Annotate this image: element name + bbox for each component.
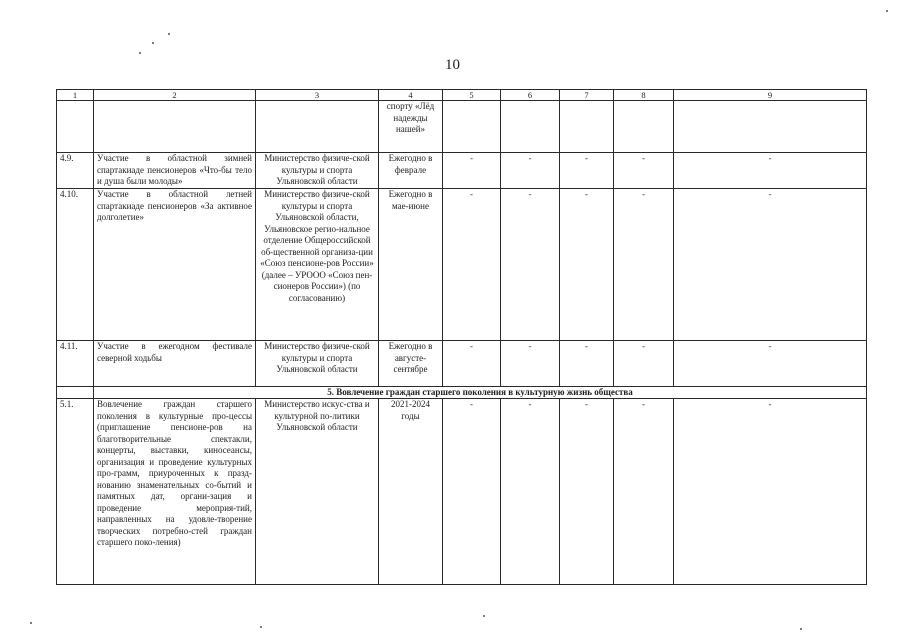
value-cell bbox=[674, 101, 867, 153]
executor-cell: Министерство физиче-ской культуры и спорта Ульяновской области bbox=[256, 341, 379, 387]
value-cell bbox=[443, 101, 501, 153]
value-cell: - bbox=[674, 341, 867, 387]
executor-cell: Министерство искус-ства и культурной по-литики Ульяновской области bbox=[256, 399, 379, 585]
table-row bbox=[57, 341, 867, 387]
column-header: 9 bbox=[674, 90, 867, 101]
column-header: 1 bbox=[57, 90, 94, 101]
table-row bbox=[57, 399, 867, 585]
row-number: 4.11. bbox=[57, 341, 94, 387]
period-cell: Ежегодно в феврале bbox=[379, 153, 443, 189]
value-cell: - bbox=[674, 399, 867, 585]
event-cell bbox=[94, 101, 256, 153]
value-cell: - bbox=[560, 189, 614, 341]
page-number: 10 bbox=[445, 57, 460, 73]
column-header: 8 bbox=[614, 90, 674, 101]
value-cell: - bbox=[614, 189, 674, 341]
table-row bbox=[57, 101, 867, 153]
period-cell: Ежегодно в мае-июне bbox=[379, 189, 443, 341]
value-cell: - bbox=[614, 153, 674, 189]
value-cell: - bbox=[560, 399, 614, 585]
value-cell: - bbox=[501, 341, 560, 387]
column-header: 6 bbox=[501, 90, 560, 101]
column-header: 2 bbox=[94, 90, 256, 101]
event-cell: Участие в ежегодном фестивале северной ходьбы bbox=[94, 341, 256, 387]
value-cell: - bbox=[443, 341, 501, 387]
section-blank-cell bbox=[57, 387, 94, 399]
measures-table bbox=[56, 89, 867, 585]
value-cell: - bbox=[443, 189, 501, 341]
event-cell: Вовлечение граждан старшего поколения в культурные про-цессы (приглашение пенсионе-ров на благотворительные спектакли, концерты, выставки, киносеансы, организация и проведение культурных про-грамм, приуроченных к празд-нованию знаменательных со-бытий и памятных дат, органи-зация и проведение мероприя-тий, направленных на удовле-творение творческих потребно-стей граждан старшего поко-ления) bbox=[94, 399, 256, 585]
column-header: 4 bbox=[379, 90, 443, 101]
value-cell: - bbox=[560, 153, 614, 189]
column-header: 5 bbox=[443, 90, 501, 101]
row-number bbox=[57, 101, 94, 153]
event-cell: Участие в областной летней спартакиаде пенсионеров «За активное долголетие» bbox=[94, 189, 256, 341]
row-number: 4.10. bbox=[57, 189, 94, 341]
value-cell: - bbox=[614, 399, 674, 585]
table-header-row bbox=[57, 90, 867, 101]
value-cell: - bbox=[614, 341, 674, 387]
value-cell bbox=[560, 101, 614, 153]
period-cell: спорту «Лёд надежды нашей» bbox=[379, 101, 443, 153]
column-header: 3 bbox=[256, 90, 379, 101]
executor-cell: Министерство физиче-ской культуры и спорта Ульяновской области, Ульяновское регио-нальное отделение Общероссийской об-щественной организа-ции «Союз пенсионе-ров России» (далее – УРООО «Союз пен-сионеров России») (по согласованию) bbox=[256, 189, 379, 341]
value-cell bbox=[614, 101, 674, 153]
section-heading-row bbox=[57, 387, 867, 399]
table-row bbox=[57, 153, 867, 189]
period-cell: 2021-2024 годы bbox=[379, 399, 443, 585]
row-number: 5.1. bbox=[57, 399, 94, 585]
event-cell: Участие в областной зимней спартакиаде пенсионеров «Что-бы тело и душа были молоды» bbox=[94, 153, 256, 189]
table-row bbox=[57, 189, 867, 341]
executor-cell: Министерство физиче-ской культуры и спорта Ульяновской области bbox=[256, 153, 379, 189]
value-cell bbox=[501, 101, 560, 153]
value-cell: - bbox=[501, 399, 560, 585]
value-cell: - bbox=[560, 341, 614, 387]
value-cell: - bbox=[443, 153, 501, 189]
value-cell: - bbox=[501, 189, 560, 341]
value-cell: - bbox=[501, 153, 560, 189]
value-cell: - bbox=[674, 189, 867, 341]
row-number: 4.9. bbox=[57, 153, 94, 189]
period-cell: Ежегодно в августе-сентябре bbox=[379, 341, 443, 387]
column-header: 7 bbox=[560, 90, 614, 101]
section-title: 5. Вовлечение граждан старшего поколения в культурную жизнь общества bbox=[94, 387, 867, 399]
value-cell: - bbox=[674, 153, 867, 189]
value-cell: - bbox=[443, 399, 501, 585]
executor-cell bbox=[256, 101, 379, 153]
